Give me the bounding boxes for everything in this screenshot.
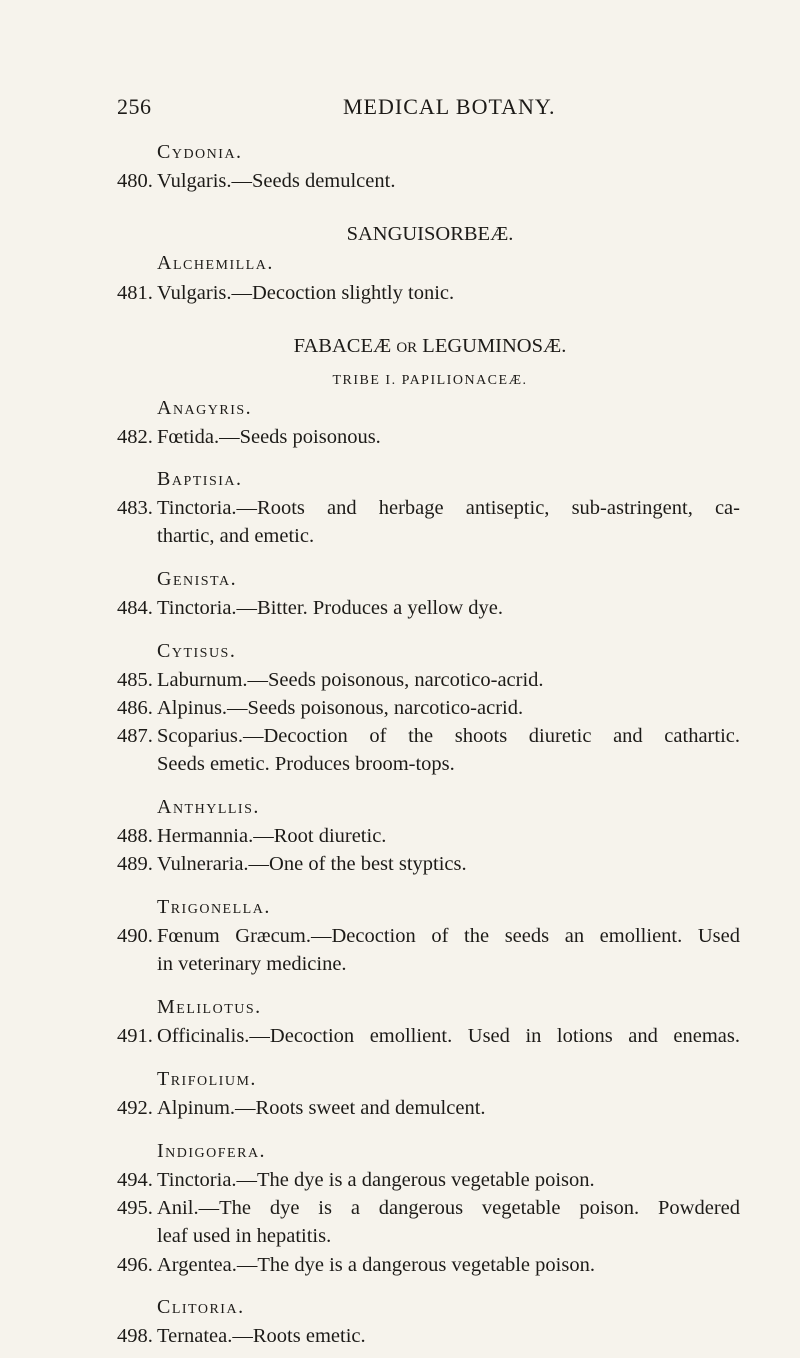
entry-number: 489. bbox=[117, 853, 153, 875]
entry-text: Ternatea.—Roots emetic. bbox=[157, 1325, 366, 1347]
entry-number: 491. bbox=[117, 1025, 153, 1047]
entry-number: 495. bbox=[117, 1197, 153, 1219]
genus-heading: Cytisus. bbox=[157, 640, 237, 662]
entry-text: Tinctoria.—Roots and herbage antiseptic, sub-astringent, ca- bbox=[157, 497, 740, 519]
entry-text: Fœnum Græcum.—Decoction of the seeds an emollient. Used bbox=[157, 925, 740, 947]
genus-heading: Alchemilla. bbox=[157, 252, 274, 274]
entry-number: 482. bbox=[117, 426, 153, 448]
family-alt-name: LEGUMINOSÆ. bbox=[422, 335, 567, 357]
family-heading: SANGUISORBEÆ. bbox=[346, 223, 514, 245]
family-or: OR bbox=[396, 340, 418, 356]
entry-text: Fœtida.—Seeds poisonous. bbox=[157, 426, 381, 448]
tribe-heading: TRIBE I. PAPILIONACEÆ. bbox=[332, 373, 528, 388]
entry-number: 486. bbox=[117, 697, 153, 719]
entry-number: 485. bbox=[117, 669, 153, 691]
entry-number: 483. bbox=[117, 497, 153, 519]
entry-text: Laburnum.—Seeds poisonous, narcotico-acrid. bbox=[157, 669, 544, 691]
entry-number: 498. bbox=[117, 1325, 153, 1347]
family-heading bbox=[120, 335, 740, 358]
entry-number: 484. bbox=[117, 597, 153, 619]
genus-heading: Anthyllis. bbox=[157, 796, 260, 818]
entry-number: 492. bbox=[117, 1097, 153, 1119]
entry-number: 488. bbox=[117, 825, 153, 847]
genus-heading: Trifolium. bbox=[157, 1068, 257, 1090]
family-name: FABACEÆ bbox=[293, 335, 392, 357]
entry-text: Anil.—The dye is a dangerous vegetable poison. Powdered bbox=[157, 1197, 740, 1219]
entry-text: Alpinum.—Roots sweet and demulcent. bbox=[157, 1097, 486, 1119]
entry-text: Alpinus.—Seeds poisonous, narcotico-acrid. bbox=[157, 697, 524, 719]
entry-number: 490. bbox=[117, 925, 153, 947]
entry-number: 481. bbox=[117, 282, 153, 304]
page-number: 256 bbox=[117, 94, 152, 119]
running-title: MEDICAL BOTANY. bbox=[343, 94, 556, 119]
entry-number: 487. bbox=[117, 725, 153, 747]
entry-text: Vulneraria.—One of the best styptics. bbox=[157, 853, 467, 875]
entry-text: Tinctoria.—Bitter. Produces a yellow dye. bbox=[157, 597, 503, 619]
genus-heading: Clitoria. bbox=[157, 1296, 245, 1318]
genus-heading: Cydonia. bbox=[157, 141, 243, 163]
entry-text: Hermannia.—Root diuretic. bbox=[157, 825, 387, 847]
entry-text-continued: in veterinary medicine. bbox=[157, 953, 347, 975]
genus-heading: Genista. bbox=[157, 568, 238, 590]
entry-text: Vulgaris.—Decoction slightly tonic. bbox=[157, 282, 455, 304]
entry-text: Officinalis.—Decoction emollient. Used in lotions and enemas. bbox=[157, 1025, 740, 1047]
entry-number: 494. bbox=[117, 1169, 153, 1191]
entry-text-continued: thartic, and emetic. bbox=[157, 525, 315, 547]
entry-text-continued: leaf used in hepatitis. bbox=[157, 1225, 332, 1247]
genus-heading: Anagyris. bbox=[157, 397, 253, 419]
genus-heading: Melilotus. bbox=[157, 996, 262, 1018]
entry-number: 480. bbox=[117, 170, 153, 192]
genus-heading: Baptisia. bbox=[157, 468, 243, 490]
genus-heading: Indigofera. bbox=[157, 1140, 267, 1162]
entry-text: Scoparius.—Decoction of the shoots diuretic and cathartic. bbox=[157, 725, 740, 747]
entry-text: Argentea.—The dye is a dangerous vegetable poison. bbox=[157, 1254, 595, 1276]
entry-text-continued: Seeds emetic. Produces broom-tops. bbox=[157, 753, 455, 775]
entry-text: Tinctoria.—The dye is a dangerous vegetable poison. bbox=[157, 1169, 595, 1191]
entry-number: 496. bbox=[117, 1254, 153, 1276]
genus-heading: Trigonella. bbox=[157, 896, 271, 918]
entry-text: Vulgaris.—Seeds demulcent. bbox=[157, 170, 396, 192]
